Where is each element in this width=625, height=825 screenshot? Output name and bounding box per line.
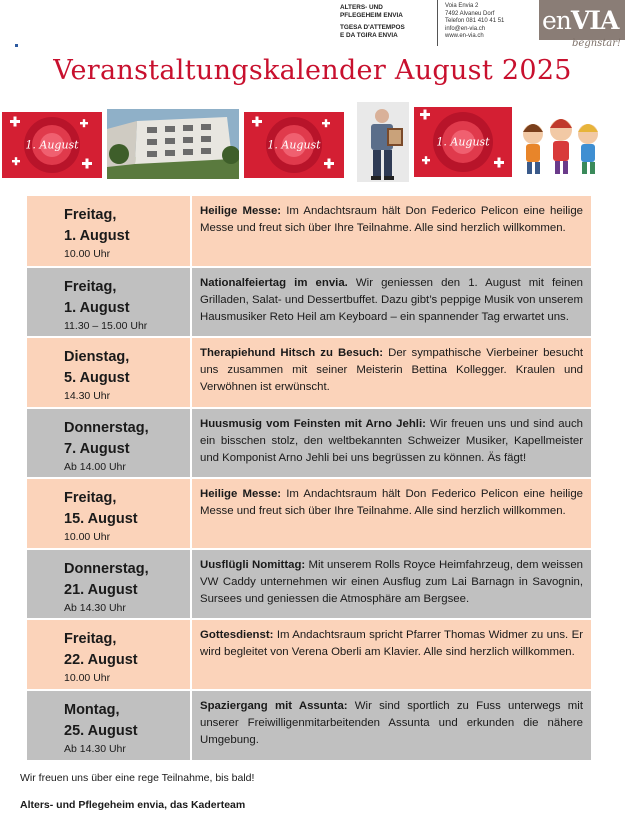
august-label-2: 1. August <box>267 138 321 152</box>
august-flag-image-1 <box>2 112 102 178</box>
event-date: 21. August <box>64 581 138 598</box>
event-text: Wir freuen uns und sind auch ein bisschen stolz, den weltbekannten Schweizer Musiker, Kapellmeister und Komponist Arno Jehli bei uns begrüssen zu können. Äs fägt! <box>200 417 584 464</box>
event-date: 7. August <box>64 440 130 457</box>
page-title: Veranstaltungskalender August 2025 <box>53 55 572 86</box>
event-time: 10.00 Uhr <box>64 248 111 260</box>
table-row <box>27 337 591 408</box>
event-date: 15. August <box>64 511 138 527</box>
event-description <box>192 196 591 237</box>
address-phone: Telefon 081 410 41 51 <box>445 18 505 25</box>
logo-text-light: en <box>542 6 571 35</box>
event-date: 1. August <box>64 299 130 316</box>
table-row <box>27 478 591 549</box>
address-website[interactable]: www.en-via.ch <box>445 33 484 40</box>
event-title: Huusmusig vom Feinsten mit Arno Jehli: <box>200 417 426 430</box>
children-illustration <box>517 108 605 178</box>
event-text: Der sympathische Vierbeiner besucht uns zusammen mit seiner Meisterin Bettina Kollegger. Kraulen und Verwöhnen ist erwünscht. <box>200 347 583 394</box>
event-day: Freitag, <box>64 207 117 223</box>
august-label-1: 1. August <box>25 138 79 152</box>
address-city: 7492 Alvaneu Dorf <box>445 10 495 17</box>
event-text: Im Andachtsraum hält Don Federico Pelicon eine heilige Messe und freut sich über Ihre Teilnahme. Alle sind herzlich willkommen. <box>200 488 583 518</box>
signature-line: Alters- und Pflegeheim envia, das Kaderteam <box>20 799 246 811</box>
event-description <box>192 550 591 609</box>
event-title: Heilige Messe: <box>200 488 282 500</box>
event-time: Ab 14.30 Uhr <box>64 742 126 755</box>
building-photo <box>107 109 239 179</box>
address-street: Voia Envia 2 <box>445 3 479 9</box>
event-description <box>192 409 591 468</box>
event-date: 5. August <box>64 370 130 386</box>
event-date: 1. August <box>64 228 130 244</box>
event-day: Donnerstag, <box>64 560 149 577</box>
bullet-mark <box>15 44 18 47</box>
table-row <box>27 408 591 479</box>
logo-tagline: begnstar! <box>572 38 622 49</box>
event-day: Freitag, <box>64 631 117 647</box>
event-time: 10.00 Uhr <box>64 672 111 684</box>
event-day: Freitag, <box>64 278 117 295</box>
closing-note: Wir freuen uns über eine rege Teilnahme, bis bald! <box>20 772 255 784</box>
address-email[interactable]: info@en-via.ch <box>445 25 486 32</box>
table-row <box>27 267 591 338</box>
org-name-romansh-line-2: E DA TGIRA ENVIA <box>340 32 398 39</box>
envia-logo <box>539 0 625 56</box>
event-text: Im Andachtsraum hält Don Federico Pelicon eine heilige Messe und freut sich über Ihre Teilnahme. Alle sind herzlich willkommen. <box>200 205 583 235</box>
event-date: 22. August <box>64 652 138 668</box>
event-time: 10.00 Uhr <box>64 531 111 543</box>
table-row <box>27 196 591 267</box>
logo-text-bold: VIA <box>570 6 619 35</box>
event-description <box>192 338 591 397</box>
event-text: Im Andachtsraum spricht Pfarrer Thomas Widmer zu uns. Er wird begleitet von Verena Oberli am Klavier. Alle sind herzlich willkommen. <box>200 629 583 659</box>
event-title: Therapiehund Hitsch zu Besuch: <box>200 347 383 359</box>
accordion-musician-photo <box>357 102 409 182</box>
event-day: Montag, <box>64 701 120 718</box>
event-time: Ab 14.30 Uhr <box>64 601 126 614</box>
events-table <box>27 196 591 760</box>
august-label-3: 1. August <box>436 135 490 149</box>
event-day: Donnerstag, <box>64 419 149 436</box>
org-name-romansh-line-1: TGESA D'ATTEMPOS <box>340 24 405 31</box>
event-time: 11.30 – 15.00 Uhr <box>64 319 148 332</box>
event-description <box>192 691 591 750</box>
august-flag-image-3 <box>414 107 512 177</box>
header-divider <box>437 0 438 46</box>
august-flag-image-2 <box>244 112 344 178</box>
event-text: Wir geniessen den 1. August mit feinen Grilladen, Salat- und Dessertbuffet. Dazu gibt’s peppige Musik von unserem Hausmusiker Reto Heil am Keyboard – ein spannender Tag erwartet uns. <box>200 276 583 323</box>
event-text: Mit unserem Rolls Royce Heimfahrzeug, dem weissen VW Caddy unternehmen wir einen Ausflug zum Lai Barnagn in Savognin, Sursees und geniessen die Atmosphäre am Bergsee. <box>200 558 583 605</box>
org-name <box>340 4 435 40</box>
event-text: Wir sind sportlich zu Fuss unterwegs mit unserer Freiwilligenmitarbeitenden Assunta und erkunden die nähere Umgebung. <box>200 699 583 746</box>
event-day: Freitag, <box>64 490 117 506</box>
event-description <box>192 268 591 327</box>
event-description <box>192 479 591 520</box>
event-title: Heilige Messe: <box>200 205 282 217</box>
event-time: Ab 14.00 Uhr <box>64 460 126 473</box>
event-description <box>192 620 591 661</box>
event-day: Dienstag, <box>64 349 130 365</box>
org-address <box>445 3 535 41</box>
event-title: Uusflügli Nomittag: <box>200 558 306 571</box>
table-row <box>27 690 591 761</box>
event-title: Gottesdienst: <box>200 629 274 641</box>
table-row <box>27 619 591 690</box>
org-name-line-2: PFLEGEHEIM ENVIA <box>340 12 403 19</box>
org-name-line-1: ALTERS- UND <box>340 4 383 11</box>
event-date: 25. August <box>64 722 138 739</box>
table-row <box>27 549 591 620</box>
event-time: 14.30 Uhr <box>64 390 111 402</box>
event-title: Spaziergang mit Assunta: <box>200 699 348 712</box>
event-title: Nationalfeiertag im envia. <box>200 276 348 289</box>
